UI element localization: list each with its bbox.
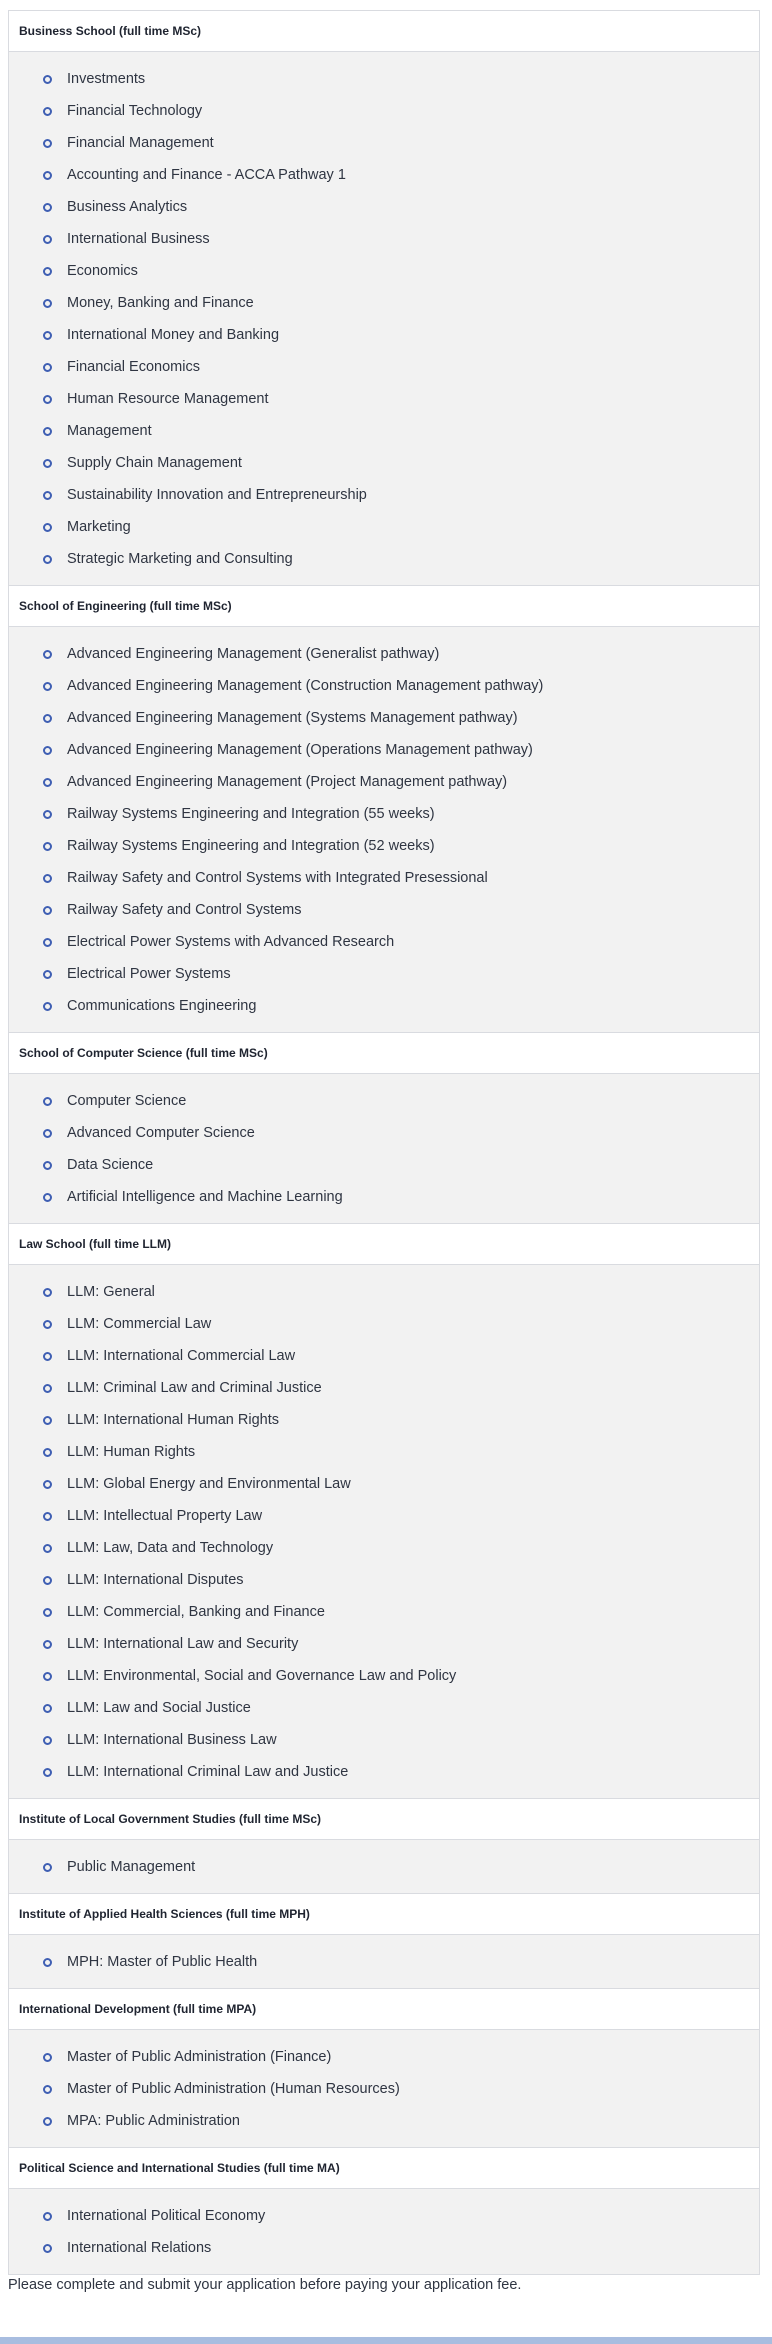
circle-bullet-icon [43,555,52,564]
section-body [9,1074,759,1223]
list-item [9,287,759,319]
circle-bullet-icon [43,778,52,787]
circle-bullet-icon [43,1193,52,1202]
programme-sections [8,10,760,2275]
list-item-label: LLM: Human Rights [67,1444,196,1460]
list-item [9,958,759,990]
programme-section [8,1798,760,1893]
programme-section [8,585,760,1032]
list-item [9,862,759,894]
list-item [9,1340,759,1372]
list-item [9,383,759,415]
list-item [9,1564,759,1596]
programme-list [9,2200,759,2264]
list-item-label: LLM: International Criminal Law and Justice [67,1764,349,1780]
circle-bullet-icon [43,1576,52,1585]
list-item [9,1404,759,1436]
list-item [9,415,759,447]
list-item-label: Advanced Computer Science [67,1125,255,1141]
list-item-label: Artificial Intelligence and Machine Learning [67,1189,343,1205]
list-item [9,1181,759,1213]
programme-section [8,2147,760,2275]
list-item-label: Electrical Power Systems [67,966,231,982]
list-item [9,2073,759,2105]
list-item-label: LLM: Global Energy and Environmental Law [67,1476,351,1492]
section-body [9,52,759,585]
list-item [9,894,759,926]
list-item [9,1724,759,1756]
list-item-label: Accounting and Finance - ACCA Pathway 1 [67,167,346,183]
list-item [9,191,759,223]
list-item [9,159,759,191]
list-item-label: International Relations [67,2240,212,2256]
list-item-label: LLM: International Disputes [67,1572,244,1588]
list-item-label: Master of Public Administration (Finance) [67,2049,332,2065]
list-item-label: LLM: Intellectual Property Law [67,1508,263,1524]
list-item [9,1149,759,1181]
section-body [9,2030,759,2147]
circle-bullet-icon [43,491,52,500]
circle-bullet-icon [43,395,52,404]
list-item [9,319,759,351]
list-item [9,990,759,1022]
programme-list [9,1851,759,1883]
list-item-label: Railway Systems Engineering and Integration (52 weeks) [67,838,435,854]
payment-note: Please complete and submit your application before paying your application fee. [8,2277,522,2293]
list-item-label: International Political Economy [67,2208,266,2224]
circle-bullet-icon [43,1768,52,1777]
list-item [9,479,759,511]
circle-bullet-icon [43,1416,52,1425]
list-item-label: Management [67,423,152,439]
list-item-label: Financial Economics [67,359,200,375]
list-item [9,2200,759,2232]
circle-bullet-icon [43,75,52,84]
list-item [9,638,759,670]
list-item [9,543,759,575]
list-item-label: Supply Chain Management [67,455,242,471]
programme-section [8,10,760,585]
list-item-label: Investments [67,71,146,87]
circle-bullet-icon [43,1384,52,1393]
list-item-label: Advanced Engineering Management (Generalist pathway) [67,646,440,662]
section-heading: School of Computer Science (full time MSc) [9,1033,759,1074]
list-item-label: LLM: International Law and Security [67,1636,299,1652]
circle-bullet-icon [43,139,52,148]
list-item [9,95,759,127]
circle-bullet-icon [43,650,52,659]
list-item-label: Electrical Power Systems with Advanced Research [67,934,395,950]
section-heading: School of Engineering (full time MSc) [9,586,759,627]
circle-bullet-icon [43,1288,52,1297]
circle-bullet-icon [43,1672,52,1681]
programme-list [9,1946,759,1978]
list-item [9,1372,759,1404]
circle-bullet-icon [43,1129,52,1138]
list-item-label: Marketing [67,519,131,535]
list-item-label: Advanced Engineering Management (Operations Management pathway) [67,742,533,758]
circle-bullet-icon [43,2117,52,2126]
list-item [9,830,759,862]
circle-bullet-icon [43,523,52,532]
programme-list [9,2041,759,2137]
section-body [9,1265,759,1798]
circle-bullet-icon [43,1704,52,1713]
circle-bullet-icon [43,2244,52,2253]
circle-bullet-icon [43,1002,52,1011]
list-item-label: Human Resource Management [67,391,269,407]
list-item [9,1468,759,1500]
circle-bullet-icon [43,299,52,308]
programme-section [8,1893,760,1988]
list-item [9,798,759,830]
circle-bullet-icon [43,1958,52,1967]
list-item-label: International Money and Banking [67,327,280,343]
section-heading: Business School (full time MSc) [9,11,759,52]
list-item-label: Public Management [67,1859,196,1875]
circle-bullet-icon [43,810,52,819]
circle-bullet-icon [43,267,52,276]
list-item [9,63,759,95]
list-item-label: LLM: International Business Law [67,1732,277,1748]
circle-bullet-icon [43,107,52,116]
circle-bullet-icon [43,331,52,340]
section-heading: Institute of Applied Health Sciences (full time MPH) [9,1894,759,1935]
list-item-label: MPA: Public Administration [67,2113,240,2129]
circle-bullet-icon [43,1736,52,1745]
circle-bullet-icon [43,427,52,436]
circle-bullet-icon [43,1640,52,1649]
list-item [9,1692,759,1724]
list-item-label: LLM: International Human Rights [67,1412,279,1428]
programme-section [8,1223,760,1798]
list-item [9,734,759,766]
list-item [9,670,759,702]
section-heading: Law School (full time LLM) [9,1224,759,1265]
circle-bullet-icon [43,2085,52,2094]
circle-bullet-icon [43,746,52,755]
list-item-label: Advanced Engineering Management (Systems Management pathway) [67,710,518,726]
list-item-label: Railway Safety and Control Systems with Integrated Presessional [67,870,488,886]
circle-bullet-icon [43,1352,52,1361]
circle-bullet-icon [43,171,52,180]
list-item-label: Advanced Engineering Management (Construction Management pathway) [67,678,544,694]
list-item-label: LLM: Environmental, Social and Governance Law and Policy [67,1668,457,1684]
circle-bullet-icon [43,1544,52,1553]
section-heading: Institute of Local Government Studies (full time MSc) [9,1799,759,1840]
section-heading: International Development (full time MPA) [9,1989,759,2030]
list-item [9,2041,759,2073]
list-item [9,223,759,255]
list-item-label: Economics [67,263,138,279]
list-item [9,1756,759,1788]
list-item [9,766,759,798]
circle-bullet-icon [43,2053,52,2062]
circle-bullet-icon [43,906,52,915]
list-item-label: Communications Engineering [67,998,257,1014]
list-item-label: Financial Management [67,135,214,151]
list-item-label: LLM: Law, Data and Technology [67,1540,274,1556]
list-item [9,1117,759,1149]
list-item [9,1946,759,1978]
circle-bullet-icon [43,1097,52,1106]
list-item [9,2232,759,2264]
circle-bullet-icon [43,363,52,372]
list-item [9,351,759,383]
circle-bullet-icon [43,235,52,244]
list-item-label: Financial Technology [67,103,203,119]
programme-list [9,1276,759,1788]
list-item [9,1085,759,1117]
circle-bullet-icon [43,1480,52,1489]
circle-bullet-icon [43,1608,52,1617]
bottom-bar [0,2337,772,2344]
list-item-label: MPH: Master of Public Health [67,1954,258,1970]
list-item-label: Railway Systems Engineering and Integration (55 weeks) [67,806,435,822]
list-item-label: Master of Public Administration (Human Resources) [67,2081,400,2097]
circle-bullet-icon [43,874,52,883]
list-item-label: LLM: Commercial Law [67,1316,212,1332]
circle-bullet-icon [43,203,52,212]
circle-bullet-icon [43,1320,52,1329]
programme-list [9,638,759,1022]
section-body [9,1840,759,1893]
section-body [9,2189,759,2274]
list-item [9,1596,759,1628]
list-item-label: LLM: General [67,1284,155,1300]
list-item [9,1660,759,1692]
programme-list [9,63,759,575]
list-item-label: LLM: Commercial, Banking and Finance [67,1604,325,1620]
list-item [9,255,759,287]
list-item-label: Business Analytics [67,199,188,215]
list-item-label: Computer Science [67,1093,187,1109]
list-item-label: LLM: International Commercial Law [67,1348,296,1364]
circle-bullet-icon [43,970,52,979]
list-item-label: Money, Banking and Finance [67,295,254,311]
list-item [9,926,759,958]
circle-bullet-icon [43,714,52,723]
circle-bullet-icon [43,1863,52,1872]
list-item-label: Railway Safety and Control Systems [67,902,302,918]
circle-bullet-icon [43,938,52,947]
list-item-label: Sustainability Innovation and Entrepreneurship [67,487,367,503]
list-item [9,1851,759,1883]
circle-bullet-icon [43,2212,52,2221]
programme-section [8,1032,760,1223]
list-item [9,127,759,159]
circle-bullet-icon [43,1512,52,1521]
programme-section [8,1988,760,2147]
circle-bullet-icon [43,842,52,851]
programme-list [9,1085,759,1213]
circle-bullet-icon [43,1161,52,1170]
section-heading: Political Science and International Studies (full time MA) [9,2148,759,2189]
list-item [9,702,759,734]
list-item [9,511,759,543]
list-item [9,447,759,479]
list-item [9,2105,759,2137]
circle-bullet-icon [43,1448,52,1457]
list-item-label: Advanced Engineering Management (Project Management pathway) [67,774,508,790]
list-item-label: LLM: Law and Social Justice [67,1700,251,1716]
list-item [9,1308,759,1340]
section-body [9,627,759,1032]
list-item [9,1276,759,1308]
list-item-label: International Business [67,231,210,247]
list-item-label: Strategic Marketing and Consulting [67,551,293,567]
circle-bullet-icon [43,459,52,468]
list-item [9,1532,759,1564]
circle-bullet-icon [43,682,52,691]
list-item-label: Data Science [67,1157,154,1173]
list-item [9,1500,759,1532]
list-item [9,1628,759,1660]
section-body [9,1935,759,1988]
list-item [9,1436,759,1468]
list-item-label: LLM: Criminal Law and Criminal Justice [67,1380,322,1396]
